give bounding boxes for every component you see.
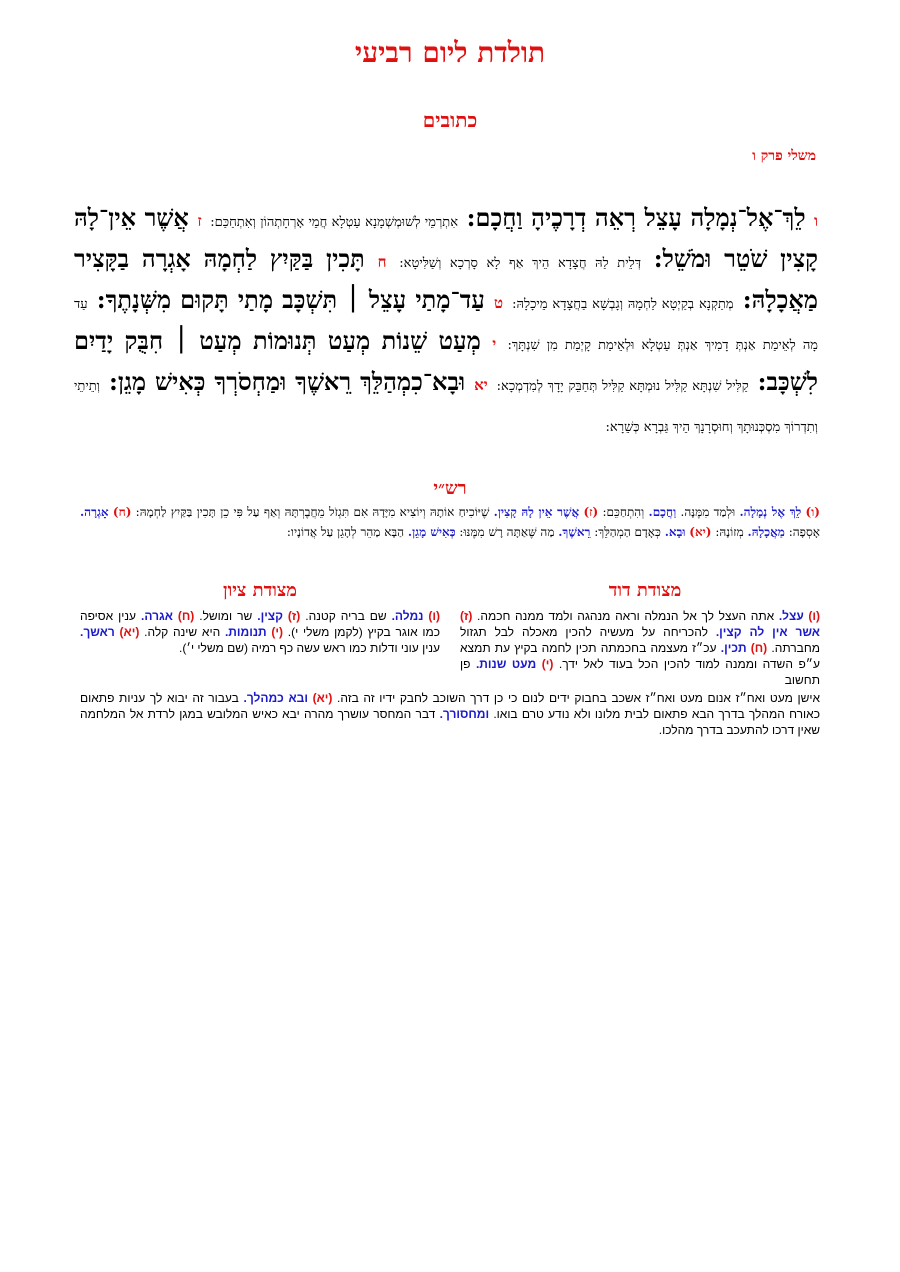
verse-text: מְעַט שֵׁנוֹת מְעַט תְּנוּמוֹת מְעַט ׀ חִבֻּק יָדַיִם לִשְׁכָּב: xyxy=(74,326,818,396)
verse-text: אֲשֶׁר אֵין־לָהּ קָצִין שֹׁטֵר וּמֹשֵׁל: xyxy=(74,203,818,273)
rashi-dibur: לֵךְ אֶל נְמָלָה. xyxy=(739,505,802,519)
verse-text: תָּכִין בַּקַּיִץ לַחְמָהּ אָגְרָה בַקָּצִיר מַאֲכָלָהּ: xyxy=(74,244,818,314)
rashi-text: הַבָּא מַהֵר לְהָגֵן עַל אֲדוֹנָיו: xyxy=(286,525,408,539)
tail-text: בעבור זה יבוא לך עניות פתאום כאורח המהלך בדרך הבא פתאום לבית מלונו ולא נודע טרם בואו. xyxy=(80,691,820,721)
targum-text: וְתֵיתֵי וְתִדְרוֹךְ מִסְכְּנוּתָךְ וְחוּסְרָנָךְ הֵיךְ גַּבְרָא כְּשֵׁרָא: xyxy=(74,379,818,435)
verse-number: ז xyxy=(197,212,202,230)
verse-text: עַד־מָתַי עָצֵל ׀ תִּשְׁכָּב מָתַי תָּקוּם מִשְּׁנָתֶךָ: xyxy=(96,285,485,314)
tail-verse-number: (יא) xyxy=(312,691,333,705)
rashi-text: אָסְפָה: xyxy=(788,525,820,539)
md-dibur: תכין. xyxy=(720,641,747,655)
mz-verse-number: (יא) xyxy=(119,625,140,639)
verse-number: יא xyxy=(474,376,488,394)
mz-text: שם בריה קטנה. xyxy=(305,609,392,623)
metzudat-dovid-title: מצודת דוד xyxy=(608,580,682,601)
mz-text: ענין עוני ודלות כמו ראש עשה כף רמיה (שם משלי י׳). xyxy=(179,641,440,655)
page-title: תולדת ליום רביעי xyxy=(354,36,546,69)
rashi-verse-number: (ח) xyxy=(112,505,132,519)
rashi-verse-number: (ז) xyxy=(583,505,599,519)
mz-verse-number: (ז) xyxy=(287,609,301,623)
md-text: להכריחה על מעשיה להכין מאכלה לבל תגזול מחברתה. xyxy=(460,625,820,655)
targum-text: קַלִּיל שִׁנְתָּא קַלִּיל נוּמְתָּא קַלִּיל תְּחַבֵּק יָדָךְ לְמִדְמְכָא: xyxy=(496,379,749,394)
metzudat-dovid-continuation xyxy=(80,690,820,738)
mz-dibur: נמלה. xyxy=(391,609,424,623)
md-dibur: מעט שנות. xyxy=(475,657,537,671)
mz-dibur: ראשך. xyxy=(80,625,115,639)
mz-text: היא שינה קלה. xyxy=(144,625,225,639)
mz-verse-number: (ו) xyxy=(428,609,440,623)
rashi-text: מַה שֶּׁאַתָּה רָשׁ מִמֶּנּוּ: xyxy=(459,525,559,539)
md-verse-number: (ו) xyxy=(808,609,821,623)
mz-dibur: אגרה. xyxy=(140,609,173,623)
section-title: כתובים xyxy=(422,108,478,132)
rashi-text: וּלְמַד מִמֶּנָּה. xyxy=(680,505,740,519)
tail-dibur: ומחסורך. xyxy=(439,707,490,721)
md-dibur: עצל. xyxy=(778,609,804,623)
mz-dibur: קצין. xyxy=(257,609,283,623)
rashi-text: שֶׁיּוֹכִיחַ אוֹתָהּ וְיוֹצִיא מִיָּדָהּ אִם תִּגְזֹל מֵחֲבֶרְתָּהּ וְאַף עַל פִּי כֵן תָּכִין בַּקַּיִץ לַחְמָהּ: xyxy=(135,505,494,519)
rashi-dibur: וּבָא. xyxy=(664,525,686,539)
md-verse-number: (ח) xyxy=(750,641,768,655)
rashi-title: רש״י xyxy=(433,478,467,499)
rashi-dibur: כְּאִישׁ מָגֵן. xyxy=(407,525,456,539)
rashi-dibur: רֵאשֶׁךָ. xyxy=(558,525,591,539)
verse-text: לֵךְ־אֶל־נְמָלָה עָצֵל רְאֵה דְרָכֶיהָ וַחֲכָם: xyxy=(466,203,806,232)
md-verse-number: (ז) xyxy=(460,609,473,623)
md-verse-number: (י) xyxy=(541,657,554,671)
tail-text: אישן מעט ואח״ז אנום מעט ואח״ז אשכב בחבוק ידים לנום כי כן דרך השוכב לחבק ידיו זה בזה. xyxy=(337,691,820,705)
metzudat-zion-commentary xyxy=(80,608,440,656)
verse-number: ו xyxy=(814,212,819,230)
rashi-dibur: מַאֲכָלָהּ. xyxy=(747,525,785,539)
metzudat-dovid-commentary xyxy=(460,608,820,688)
rashi-verse-number: (יא) xyxy=(689,525,712,539)
verse-text: וּבָא־כִמְהַלֵּךְ רֵאשֶׁךָ וּמַחְסֹרְךָ כְּאִישׁ מָגֵן: xyxy=(108,367,466,396)
mz-dibur: תנומות. xyxy=(224,625,267,639)
md-dibur: אשר אין לה קצין. xyxy=(715,625,820,639)
verse-number: ח xyxy=(377,253,387,271)
mz-verse-number: (י) xyxy=(271,625,284,639)
verse-number: ט xyxy=(493,294,503,312)
rashi-dibur: אָגְרָה. xyxy=(80,505,109,519)
main-text xyxy=(74,200,818,446)
mz-text: שר ומושל. xyxy=(199,609,258,623)
rashi-text: מְזוֹנָהּ: xyxy=(715,525,748,539)
targum-text: מְתַקְנָא בְקַיְטָא לַחְמָהּ וְגָבְשָׁא בַחֲצָדָא מֵיכָלָהּ: xyxy=(512,297,734,312)
md-text: אתה העצל לך אל הנמלה וראה מנהגה ולמד ממנה חכמה. xyxy=(477,609,779,623)
rashi-verse-number: (ו) xyxy=(805,505,820,519)
rashi-dibur: וַחֲכָם. xyxy=(648,505,677,519)
rashi-text: וְהִתְחַכֵּם: xyxy=(602,505,649,519)
md-text: עכ״ז מעצמה בחכמתה תכין לחמה בקיץ עת תמצא ע״פ השדה וממנה למוד להכין הכל בעוד לאל ידך. xyxy=(460,641,820,671)
rashi-commentary xyxy=(80,502,820,542)
tail-dibur: ובא כמהלך. xyxy=(243,691,308,705)
chapter-label: משלי פרק ו xyxy=(752,148,816,164)
metzudat-zion-title: מצודת ציון xyxy=(223,580,297,601)
rashi-text: כְּאָדָם הַמְהַלֵּךְ: xyxy=(594,525,665,539)
targum-text: דְּלֵית לַהּ חֲצָדָא הֵיךְ אַף לָא סָרְכָא וְשַׁלִּיטָא: xyxy=(399,256,641,271)
tail-text: דבר המחסר עושרך מהרה יבא כאיש המלובש במגן לרדת אל המלחמה שאין דרכו להתעכב בדרך מהלכו. xyxy=(80,707,820,737)
targum-text: אִתְרְמֵי לְשׁוּמְשְׁמָנָא עַטְלָא חֲמֵי אָרְחָתְהוֹן וְאִתְחַכַּם: xyxy=(210,215,459,230)
mz-text: ענין אסיפה כמו אוגר בקיץ (לקמן משלי י). xyxy=(80,609,441,639)
rashi-dibur: אֲשֶׁר אֵין לָהּ קָצִין. xyxy=(493,505,580,519)
md-text: פן תחשוב xyxy=(460,657,820,687)
mz-verse-number: (ח) xyxy=(177,609,195,623)
targum-text: עַד מָה לְאֵימַת אַנְתְּ דָמִיךְ אַנְתְּ עַטְלָא וּלְאֵימַת קָיְמַת מִן שִׁנְתָּךְ: xyxy=(74,297,819,353)
verse-number: י xyxy=(492,335,497,353)
